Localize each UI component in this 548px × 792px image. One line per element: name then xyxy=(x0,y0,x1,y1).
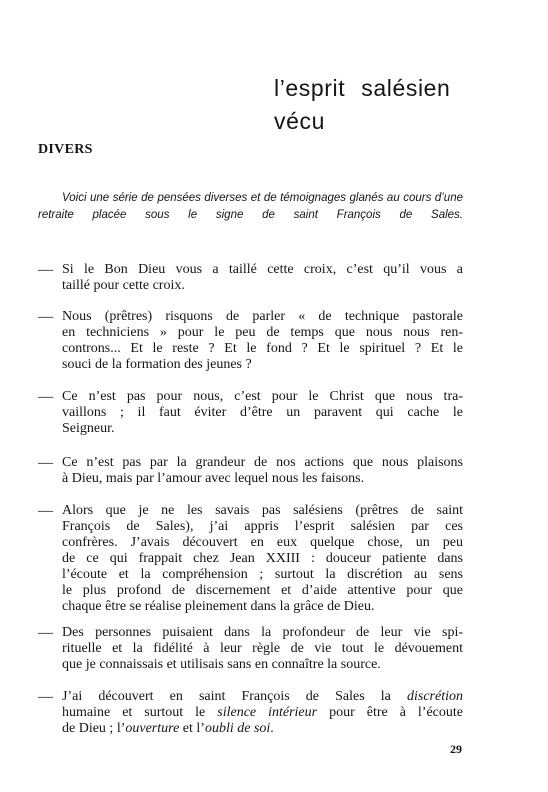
list-item-text xyxy=(62,309,463,373)
text-run: J’ai découvert en saint François de Sales la xyxy=(62,689,407,704)
text-line xyxy=(62,705,463,721)
list-item-text xyxy=(62,455,463,487)
list-item-text xyxy=(62,389,463,437)
list-item xyxy=(38,455,463,487)
emphasis-silence: silence intérieur xyxy=(217,705,318,720)
text-run: . xyxy=(270,721,274,736)
text-line: que je connaissais et utilisais sans en connaître la source. xyxy=(62,657,381,672)
dash-bullet: — xyxy=(38,503,53,519)
text-line: confrères. J’avais découvert en eux quelque chose, un peu xyxy=(62,535,463,550)
list-item xyxy=(38,689,463,737)
text-line: le plus profond de discernement et d’aide attentive pour que xyxy=(62,583,463,598)
list-item-text xyxy=(62,625,463,673)
text-line: Des personnes puisaient dans la profondeur de leur vie spi- xyxy=(62,625,463,640)
text-line: en techniciens » pour le peu de temps que nous nous ren- xyxy=(62,325,463,340)
dash-bullet: — xyxy=(38,455,53,471)
text-line: controns... Et le reste ? Et le fond ? Et le spirituel ? Et le xyxy=(62,341,463,356)
text-line xyxy=(62,721,463,737)
page-title-line-2: vécu xyxy=(274,108,325,134)
text-line: l’écoute et la compréhension ; surtout la discrétion au sens xyxy=(62,567,463,582)
dash-bullet: — xyxy=(38,389,53,405)
dash-bullet: — xyxy=(38,309,53,325)
dash-bullet: — xyxy=(38,689,53,705)
text-run: de Dieu ; l’ xyxy=(62,721,126,736)
intro-paragraph: Voici une série de pensées diverses et de témoignages glanés au cours d’une retraite placée sous le signe de saint François de Sales. xyxy=(38,192,463,221)
text-line: taillé pour cette croix. xyxy=(62,278,185,293)
text-line: rituelle et la fidélité à leur règle de vie tout le dévouement xyxy=(62,641,463,656)
emphasis-oubli: oubli de soi xyxy=(204,721,271,736)
text-line: Alors que je ne les savais pas salésiens (prêtres de saint xyxy=(62,503,463,518)
text-run: et l’ xyxy=(179,721,205,736)
text-line xyxy=(62,689,463,705)
list-item-text xyxy=(62,689,463,737)
text-line: Ce n’est pas pour nous, c’est pour le Christ que nous tra- xyxy=(62,389,463,404)
text-line: à Dieu, mais par l’amour avec lequel nous les faisons. xyxy=(62,471,365,486)
text-line: Nous (prêtres) risquons de parler « de technique pastorale xyxy=(62,309,463,324)
text-line: chaque être se réalise pleinement dans la grâce de Dieu. xyxy=(62,599,375,614)
list-item-text xyxy=(62,262,463,294)
section-heading: DIVERS xyxy=(38,142,93,157)
list-item xyxy=(38,625,463,673)
text-line: Si le Bon Dieu vous a taillé cette croix, c’est qu’il vous a xyxy=(62,262,463,277)
dash-bullet: — xyxy=(38,262,53,278)
text-line: souci de la formation des jeunes ? xyxy=(62,357,252,372)
text-line: Ce n’est pas par la grandeur de nos actions que nous plaisons xyxy=(62,455,463,470)
emphasis-discretion: discrétion xyxy=(407,689,463,704)
text-line: Seigneur. xyxy=(62,421,115,436)
text-line: François de Sales), j’ai appris l’esprit salésien par ces xyxy=(62,519,463,534)
list-item xyxy=(38,503,463,615)
list-item xyxy=(38,309,463,373)
list-item xyxy=(38,262,463,294)
page-title-line-1: l’esprit salésien xyxy=(274,75,451,101)
text-run: humaine et surtout le xyxy=(62,705,218,720)
dash-bullet: — xyxy=(38,625,53,641)
list-item xyxy=(38,389,463,437)
page-number: 29 xyxy=(450,742,462,756)
emphasis-ouverture: ouverture xyxy=(125,721,180,736)
text-run: pour être à l’écoute xyxy=(317,705,463,720)
list-item-text xyxy=(62,503,463,615)
text-line: vaillons ; il faut éviter d’être un paravent qui cache le xyxy=(62,405,463,420)
text-line: de ce qui frappait chez Jean XXIII : douceur patiente dans xyxy=(62,551,463,566)
